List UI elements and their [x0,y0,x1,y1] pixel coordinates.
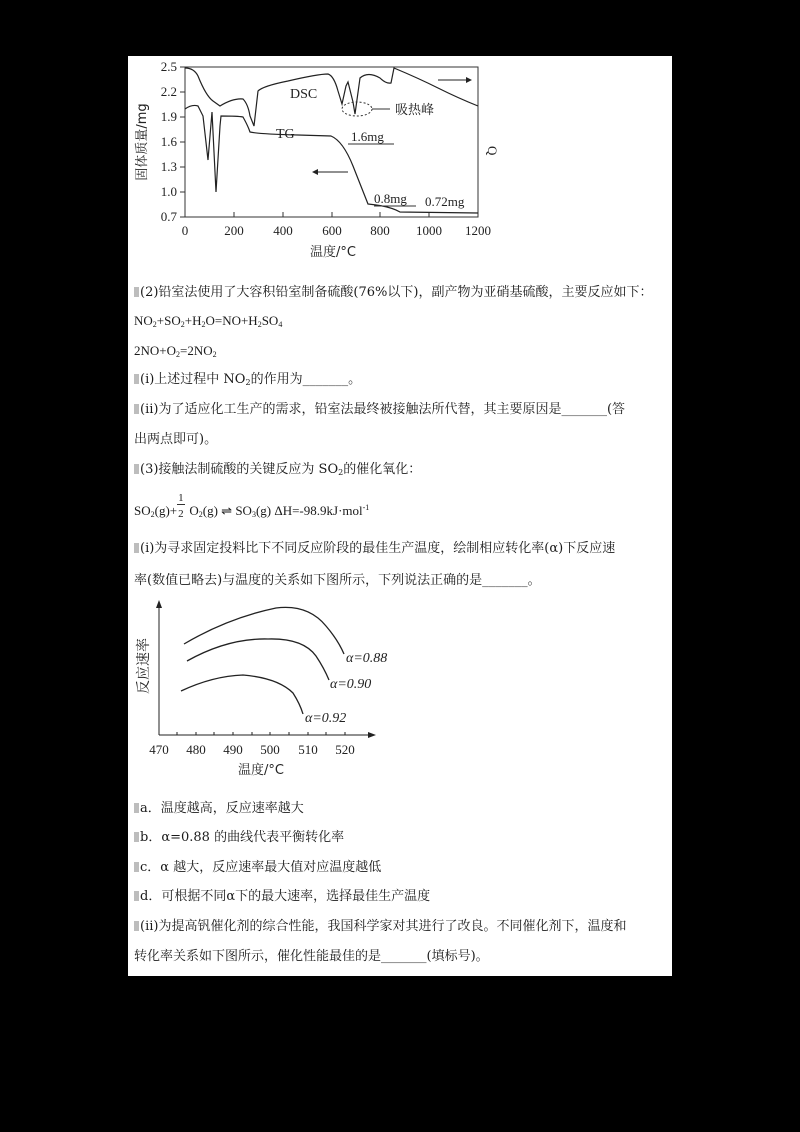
x-axis-label: 温度/°C [310,245,356,260]
x-tick: 200 [224,223,244,238]
q2-ii: (ⅱ)为了适应化工生产的需求，铅室法最终被接触法所代替，其主要原因是_______(答 [134,401,625,419]
x-tick: 510 [298,742,318,757]
x-tick: 500 [260,742,280,757]
y-axis-label: 反应速率 [136,638,152,694]
y-tick: 2.5 [160,59,177,74]
x-tick: 470 [149,742,169,757]
x-tick: 800 [370,223,390,238]
x-tick: 1000 [416,223,442,238]
equation-3: $SO_2(g)+$ $\frac{1}{2}$ $O_2(g)$ ⇌ $SO_3(g)$ ΔH=-98.9kJ·mol$^{-1}$ [134,492,370,521]
mass-label-3: 0.72mg [425,194,465,209]
endothermic-peak-label: 吸热峰 [395,103,435,118]
q2-i: (ⅰ)上述过程中 $NO_2$的作用为_______。 [134,371,361,389]
q3-i: (ⅰ)为寻求固定投料比下不同反应阶段的最佳生产温度，绘制相应转化率(α)下反应速 [134,540,615,558]
option-d: d．可根据不同α下的最大速率，选择最佳生产温度 [134,888,430,906]
q2-intro: (2)铅室法使用了大容积铅室制备硫酸(76%以下)，副产物为亚硝基硫酸，主要反应如下： [134,284,652,302]
q3-i-cont: 率(数值已略去)与温度的关系如下图所示，下列说法正确的是_______。 [134,573,541,588]
y-tick: 2.2 [160,84,177,99]
y-tick: 1.0 [160,184,177,199]
x-tick: 400 [273,223,293,238]
y-tick: 1.3 [160,159,177,174]
equation-2: $2NO+O_2=2NO_2$ [134,343,217,359]
equation-1: $NO_2+SO_2+H_2O=NO+H_2SO_4$ [134,313,283,329]
y-tick: 0.7 [160,209,177,224]
curve-alpha-092 [181,675,303,714]
mass-label-1: 1.6mg [351,129,384,144]
x-tick: 1200 [465,223,491,238]
right-arrow-icon [438,77,472,83]
x-tick: 600 [322,223,342,238]
left-arrow-icon [312,169,348,175]
x-tick: 480 [186,742,206,757]
dsc-label: DSC [290,87,318,102]
option-b: b．α=0.88 的曲线代表平衡转化率 [134,829,344,847]
option-c: c．α 越大，反应速率最大值对应温度越低 [134,859,381,877]
dsc-curve [185,68,478,126]
q3-intro: (3)接触法制硫酸的关键反应为 $SO_2$的催化氧化： [134,461,421,479]
q3-ii: (ⅱ)为提高钒催化剂的综合性能，我国科学家对其进行了改良。不同催化剂下，温度和 [134,918,626,936]
option-a: a．温度越高，反应速率越大 [134,800,304,818]
x-tick: 490 [223,742,243,757]
q2-ii-cont: 出两点即可)。 [134,432,218,447]
document-page [128,56,672,976]
tg-dsc-chart [128,56,508,266]
y-tick: 1.6 [160,134,177,149]
y2-axis-label: Q [485,146,500,156]
y-axis-label: 固体质量/mg [135,103,150,181]
q3-ii-cont: 转化率关系如下图所示，催化性能最佳的是_______(填标号)。 [134,949,489,964]
label-alpha-090: α=0.90 [330,677,372,692]
rate-vs-temperature-chart [128,596,408,786]
curve-alpha-088 [184,607,344,654]
y-tick: 1.9 [160,109,177,124]
label-alpha-088: α=0.88 [346,651,388,666]
label-alpha-092: α=0.92 [305,711,347,726]
x-tick: 520 [335,742,355,757]
tg-label: TG [276,127,295,142]
x-tick: 0 [181,223,189,238]
curve-alpha-090 [187,639,329,680]
mass-label-2: 0.8mg [374,191,407,206]
x-axis-label: 温度/°C [238,763,284,778]
